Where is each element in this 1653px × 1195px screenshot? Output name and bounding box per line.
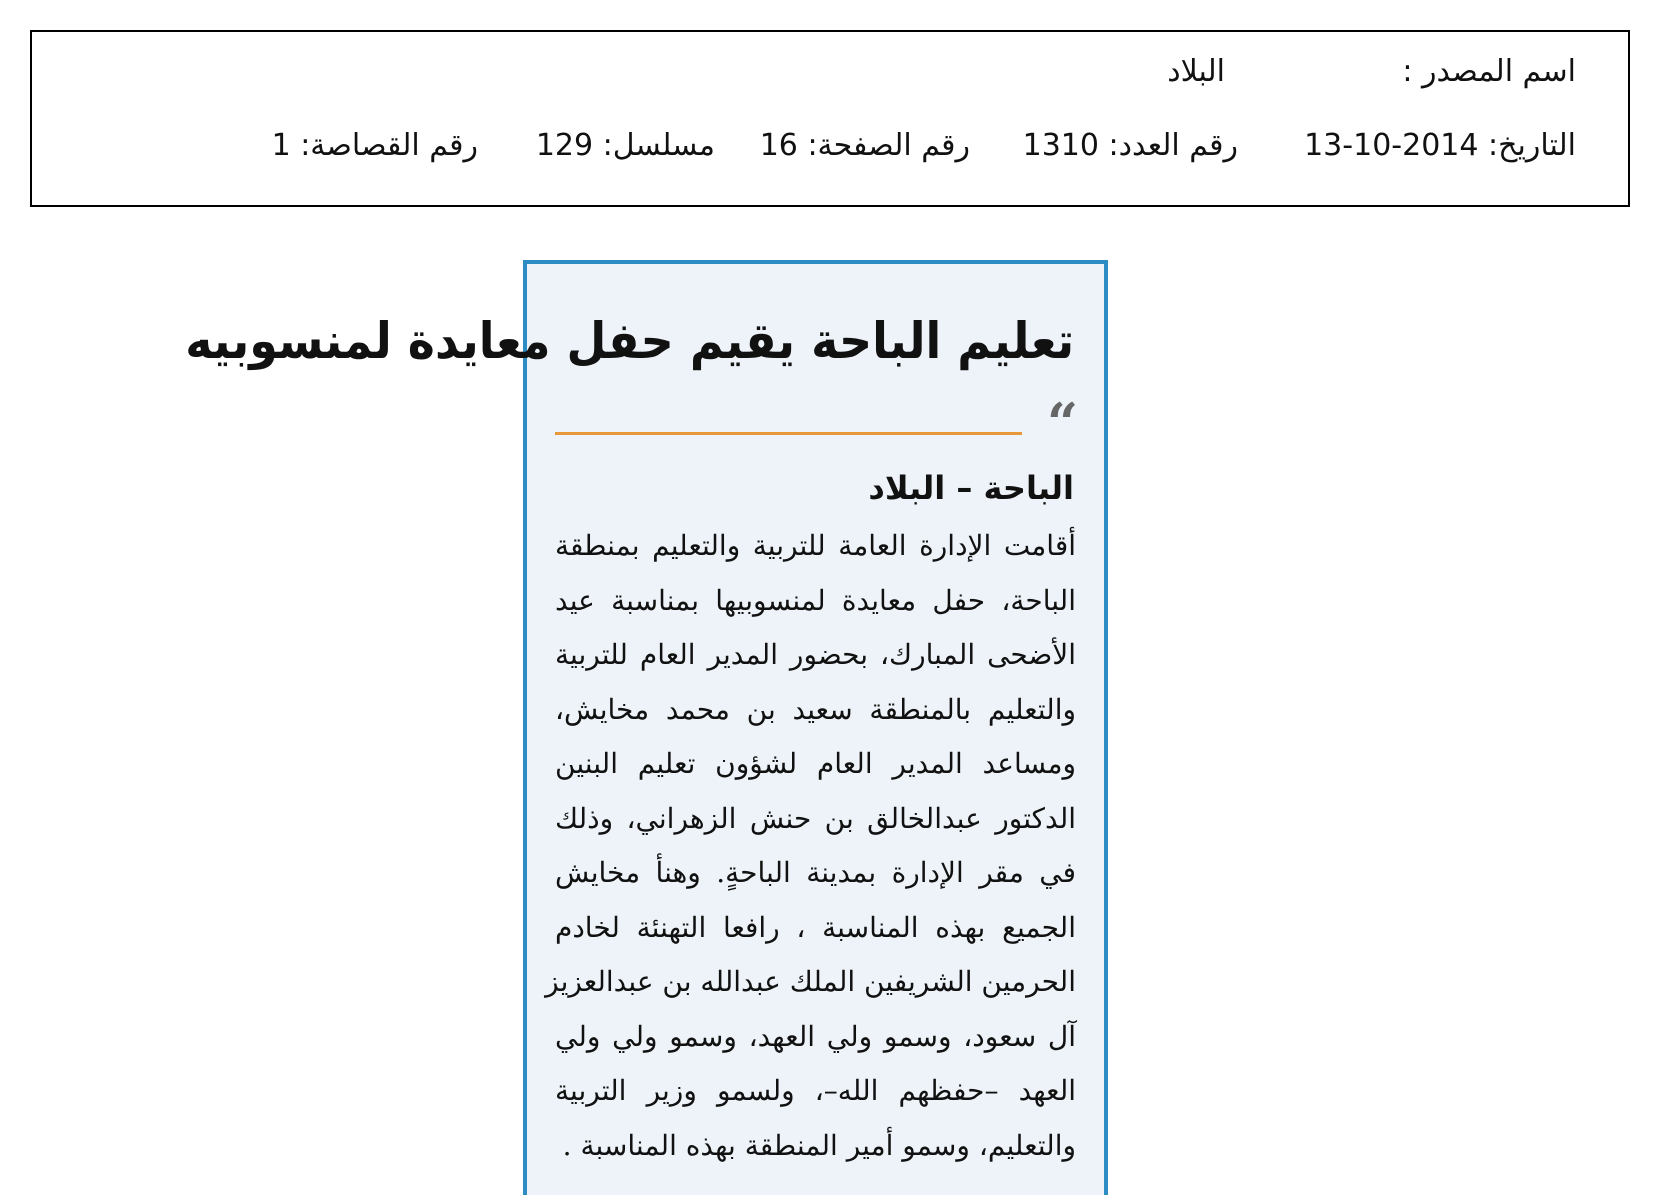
divider-rule xyxy=(555,432,1022,435)
body-line: العهد –حفظهم الله–، ولسمو وزير التربية xyxy=(555,1074,1076,1107)
source-label: اسم المصدر : xyxy=(1402,54,1576,89)
article-dateline: الباحة – البلاد xyxy=(868,469,1074,507)
body-line: الأضحى المبارك، بحضور المدير العام للتربية xyxy=(555,638,1076,671)
metadata-row-details xyxy=(32,128,1628,172)
source-value: البلاد xyxy=(1167,54,1225,89)
quote-mark-icon: “ xyxy=(1046,391,1078,455)
issue-number: رقم العدد: 1310 xyxy=(1022,128,1238,163)
newspaper-clipping xyxy=(185,260,1108,1195)
clipping-metadata-box xyxy=(30,30,1630,207)
body-line: في مقر الإدارة بمدينة الباحةٍ. وهنأ مخايش xyxy=(555,856,1076,889)
body-line: والتعليم بالمنطقة سعيد بن محمد مخايش، xyxy=(555,692,1076,726)
body-line: آل سعود، وسمو ولي العهد، وسمو ولي ولي xyxy=(555,1019,1076,1053)
body-line: والتعليم، وسمو أمير المنطقة بهذه المناسبة . xyxy=(562,1128,1076,1162)
body-line: ومساعد المدير العام لشؤون تعليم البنين xyxy=(555,747,1076,780)
date-field: التاريخ: 2014-10-13 xyxy=(1304,128,1576,163)
body-line: الباحة، حفل معايدة لمنسوبيها بمناسبة عيد xyxy=(555,583,1076,617)
body-line: أقامت الإدارة العامة للتربية والتعليم بمنطقة xyxy=(555,529,1076,562)
metadata-row-source xyxy=(32,54,1628,98)
clip-number: رقم القصاصة: 1 xyxy=(271,128,478,163)
serial-number: مسلسل: 129 xyxy=(535,128,715,163)
article-body xyxy=(545,519,1076,1173)
page-number: رقم الصفحة: 16 xyxy=(759,128,970,163)
body-line: الحرمين الشريفين الملك عبدالله بن عبدالعزيز xyxy=(545,965,1076,998)
body-line: الجميع بهذه المناسبة ، رافعا التهنئة لخادم xyxy=(555,910,1076,944)
article-headline: تعليم الباحة يقيم حفل معايدة لمنسوبيه xyxy=(185,312,1074,370)
body-line: الدكتور عبدالخالق بن حنش الزهراني، وذلك xyxy=(555,801,1076,835)
